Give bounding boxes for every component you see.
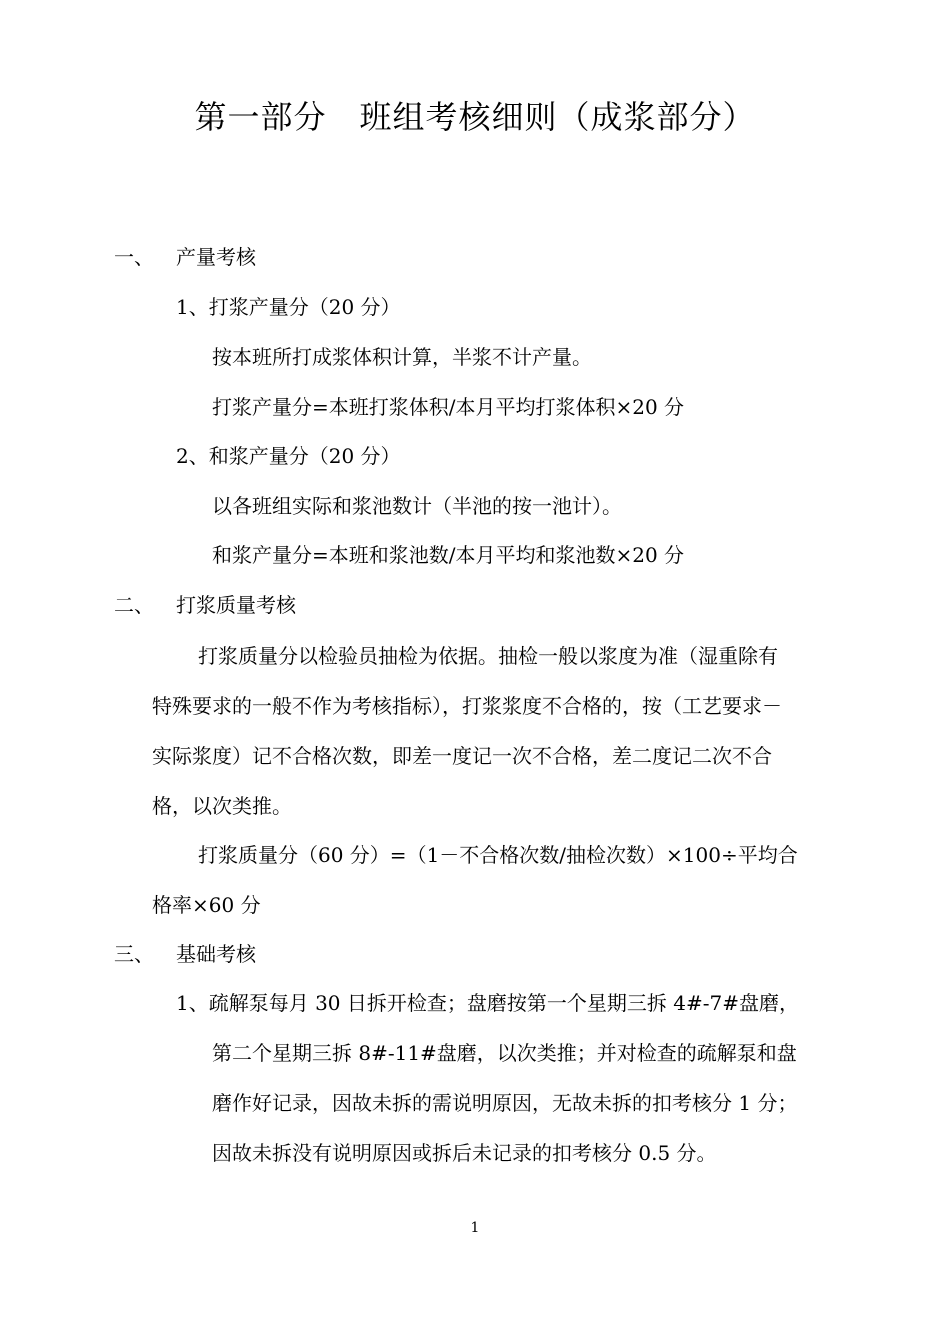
section-2-number: 二、 [114, 593, 154, 617]
section-1-item-2-line-1: 以各班组实际和浆池数计（半池的按一池计）。 [212, 494, 622, 518]
section-2-heading: 打浆质量考核 [176, 593, 296, 617]
section-3-item-1-line-4: 因故未拆没有说明原因或拆后未记录的扣考核分 0.5 分。 [212, 1141, 717, 1165]
section-3-item-1-line-2: 第二个星期三拆 8#-11#盘磨，以次类推；并对检查的疏解泵和盘 [212, 1041, 797, 1065]
section-1-item-1-label: 1、打浆产量分（20 分） [176, 295, 401, 319]
section-3-item-1-line-3: 磨作好记录，因故未拆的需说明原因，无故未拆的扣考核分 1 分； [212, 1091, 798, 1115]
section-1-item-2-label: 2、和浆产量分（20 分） [176, 444, 401, 468]
page-title: 第一部分 班组考核细则（成浆部分） [194, 98, 756, 136]
section-3-number: 三、 [114, 942, 154, 966]
section-3-item-1-line-1: 1、疏解泵每月 30 日拆开检查；盘磨按第一个星期三拆 4#-7#盘磨， [176, 991, 799, 1015]
section-3-heading: 基础考核 [176, 942, 256, 966]
section-1-item-2-line-2: 和浆产量分=本班和浆池数/本月平均和浆池数×20 分 [212, 543, 685, 567]
section-2-para-1-line-4: 格，以次类推。 [152, 794, 292, 818]
section-1-number: 一、 [114, 245, 154, 269]
section-1-heading: 产量考核 [176, 245, 256, 269]
section-1-item-1-line-1: 按本班所打成浆体积计算，半浆不计产量。 [212, 345, 592, 369]
section-2-para-2-line-1: 打浆质量分（60 分）=（1－不合格次数/抽检次数）×100÷平均合 [198, 843, 798, 867]
section-2-para-1-line-2: 特殊要求的一般不作为考核指标），打浆浆度不合格的，按（工艺要求－ [152, 694, 782, 718]
page-number: 1 [470, 1220, 480, 1236]
section-1-item-1-line-2: 打浆产量分=本班打浆体积/本月平均打浆体积×20 分 [212, 395, 685, 419]
section-2-para-1-line-1: 打浆质量分以检验员抽检为依据。抽检一般以浆度为准（湿重除有 [198, 644, 778, 668]
section-2-para-1-line-3: 实际浆度）记不合格次数，即差一度记一次不合格，差二度记二次不合 [152, 744, 772, 768]
section-2-para-2-line-2: 格率×60 分 [152, 893, 261, 917]
